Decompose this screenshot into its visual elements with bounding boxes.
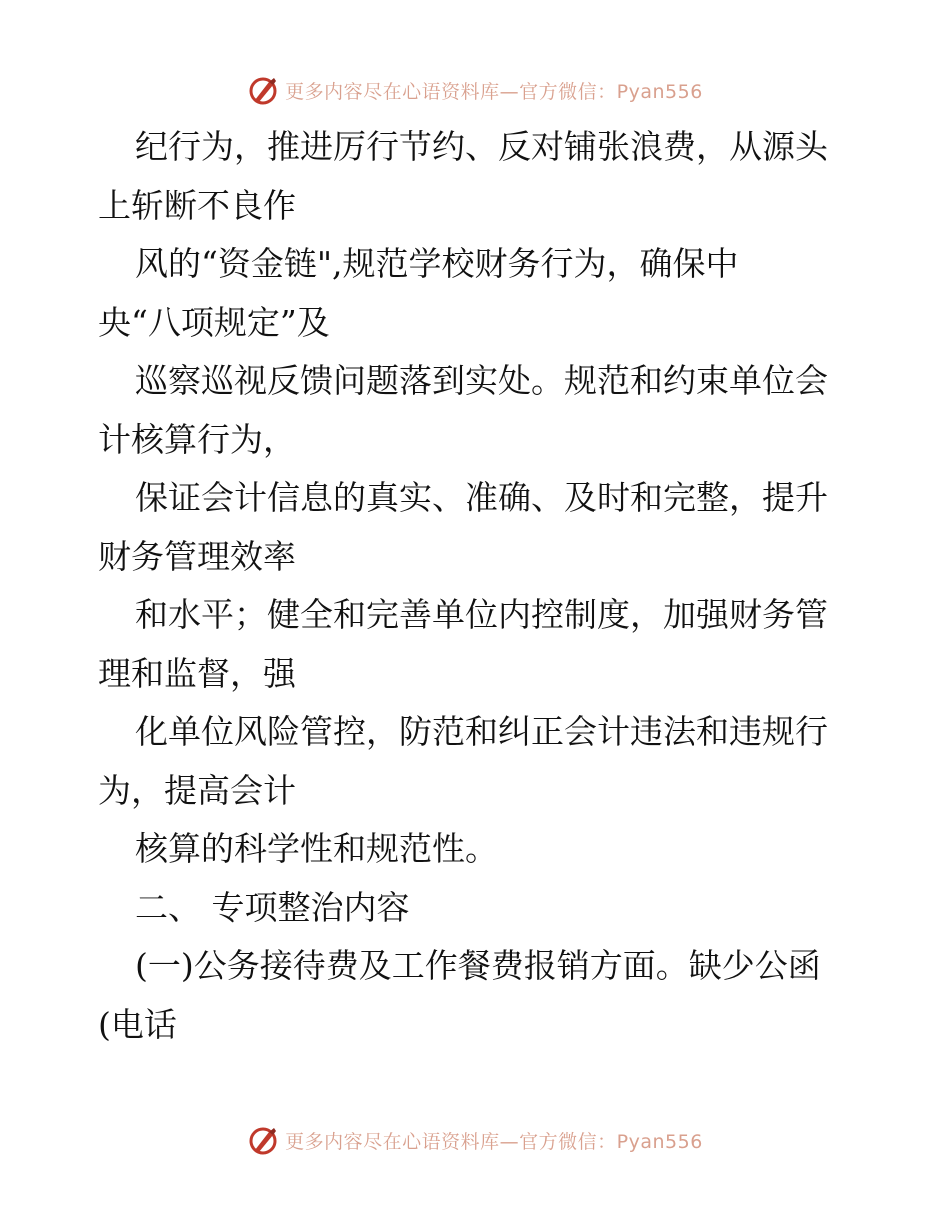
body-line: 和水平；健全和完善单位内控制度，加强财务管	[135, 595, 828, 634]
document-body	[98, 118, 858, 1054]
body-line: 为，提高会计	[98, 770, 296, 810]
body-line: 计核算行为，	[98, 419, 296, 459]
body-line: 纪行为，推进厉行节约、反对铺张浪费，从源头	[135, 127, 828, 166]
body-line: 保证会计信息的真实、准确、及时和完整，提升	[135, 478, 828, 517]
body-line: (一)公务接待费及工作餐费报销方面。缺少公函	[135, 946, 821, 985]
body-line: 理和监督，强	[98, 653, 296, 693]
body-line: 核算的科学性和规范性。	[135, 829, 498, 868]
section-heading: 二、 专项整治内容	[135, 887, 410, 927]
body-line: 上斩断不良作	[98, 185, 296, 225]
body-line: 巡察巡视反馈问题落到实处。规范和约束单位会	[135, 361, 828, 400]
body-line: 央“八项规定”及	[98, 302, 330, 342]
watermark-text: 更多内容尽在心语资料库—官方微信：Pyan556	[285, 80, 703, 103]
pen-circle-logo-icon	[247, 1124, 279, 1156]
pen-circle-logo-icon	[247, 74, 279, 106]
watermark-text: 更多内容尽在心语资料库—官方微信：Pyan556	[285, 1130, 703, 1153]
watermark-footer	[0, 1120, 950, 1160]
watermark-header	[0, 70, 950, 110]
body-line: 财务管理效率	[98, 536, 296, 576]
body-line: 风的“资金链",规范学校财务行为，确保中	[135, 244, 739, 283]
body-line: 化单位风险管控，防范和纠正会计违法和违规行	[135, 712, 828, 751]
body-line: (电话	[98, 1004, 177, 1044]
